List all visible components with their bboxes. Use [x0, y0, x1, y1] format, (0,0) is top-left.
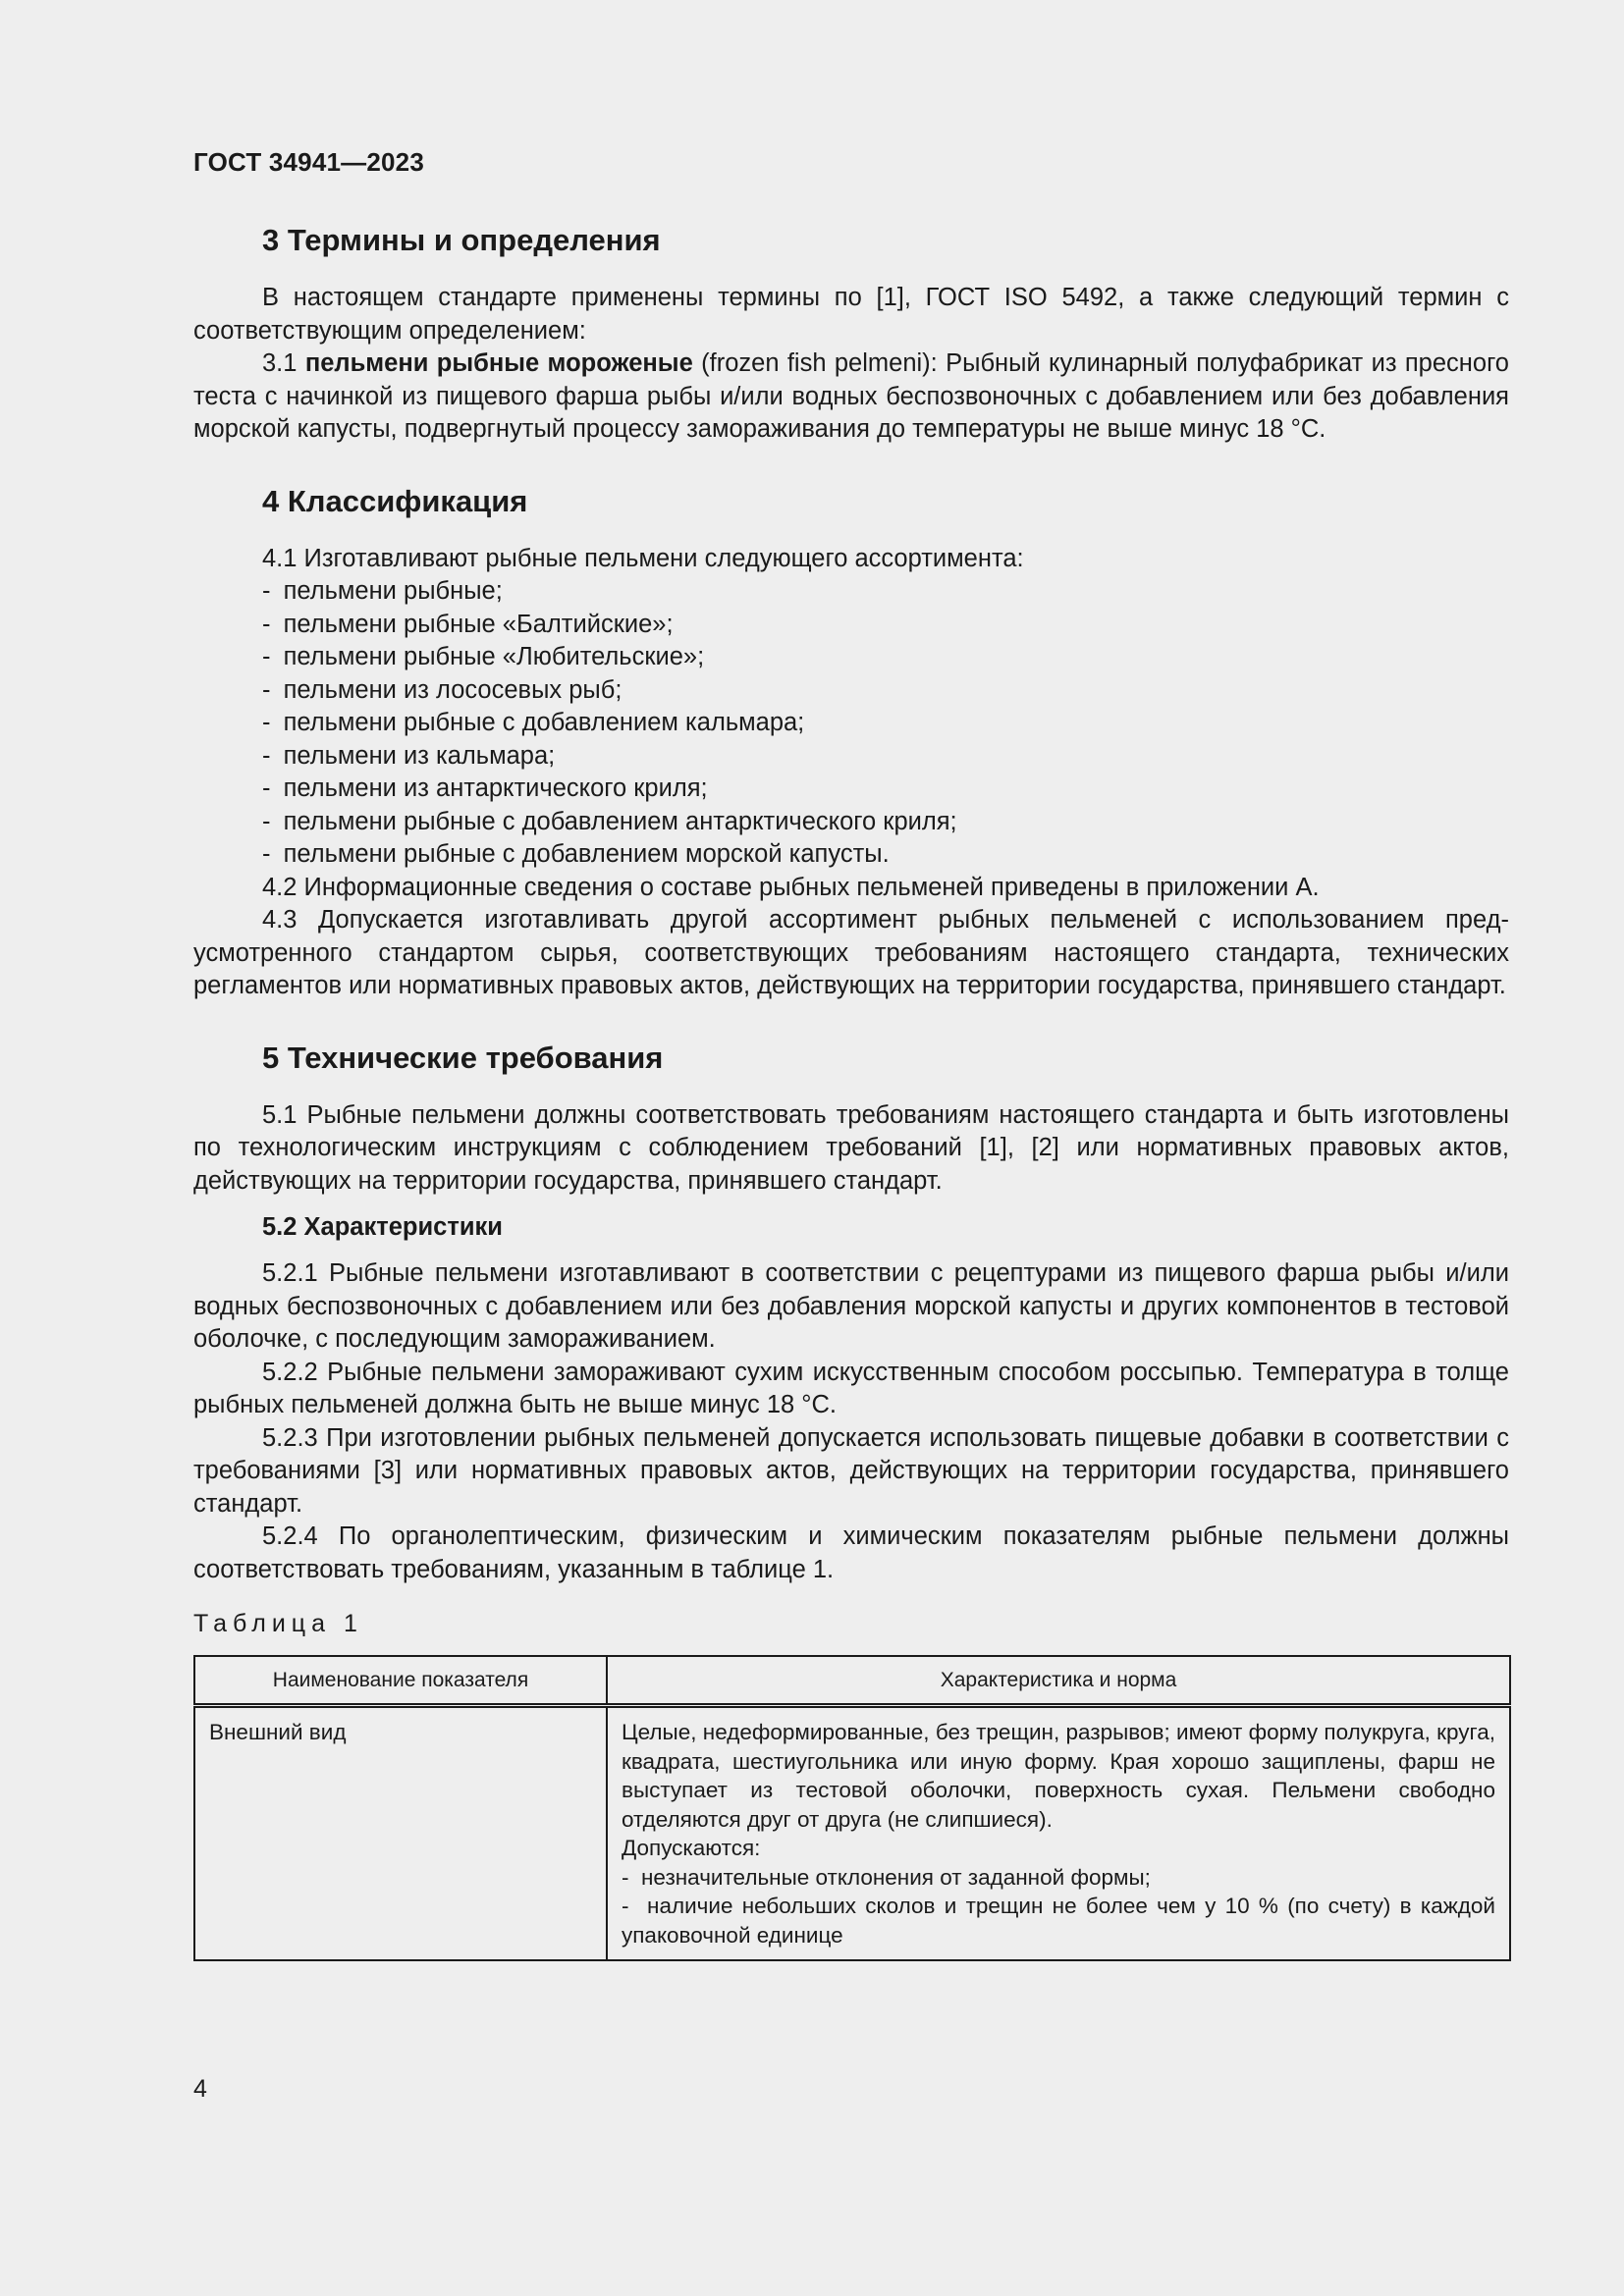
section-technical-requirements	[193, 1039, 1509, 1962]
paragraph-4-1: 4.1 Изготавливают рыбные пельмени следующего ассортимента:	[262, 544, 1024, 572]
cell-list-item: - незначительные отклонения от заданной формы;	[622, 1864, 1151, 1890]
list-item: - пельмени рыбные «Любительские»;	[262, 641, 1509, 674]
list-item: - пельмени рыбные «Балтийские»;	[262, 609, 1509, 642]
page-number: 4	[193, 2075, 207, 2103]
list-item: - пельмени из антарктического криля;	[262, 773, 1509, 806]
term-definition-paragraph	[193, 347, 1509, 447]
assortment-list	[193, 575, 1509, 872]
indicator-value-cell	[607, 1706, 1510, 1961]
table-row	[194, 1706, 1510, 1961]
cell-list-item: - наличие небольших сколов и трещин не более чем у 10 % (по счету) в каждой упаковочной единице	[622, 1894, 1496, 1948]
section-3-title: 3 Термины и определения	[262, 223, 661, 257]
paragraph-4-3: 4.3 Допускается изготавливать другой ассортимент рыбных пельменей с использованием предусмотренного стандартом сырья, соответствующих требованиям настоящего стандарта, технических регламентов или нормативных правовых актов, действующих на территории государства, принявшего стандарт.	[193, 906, 1509, 999]
paragraph-5-1: 5.1 Рыбные пельмени должны соответствовать требованиям настоящего стандарта и быть изготовлены по технологическим инструкциям с соблюдением требований [1], [2] или нормативных правовых актов, действующих на территории государства, принявшего стандарт.	[193, 1100, 1509, 1195]
term-name: пельмени рыбные мороженые	[304, 349, 693, 377]
list-item: - пельмени рыбные с добавлением антарктического криля;	[262, 806, 1509, 839]
term-definition: (frozen fish pelmeni): Рыбный кулинарный полуфабрикат из пресного теста с начинкой из пищевого фарша рыбы и/или водных беспозвоночных с добавлением или без добавления морской капусты, подвергнутый процессу замораживания до температуры не выше минус 18 °С.	[193, 349, 1509, 443]
column-header: Характеристика и норма	[607, 1656, 1510, 1706]
list-item: - пельмени из лососевых рыб;	[262, 674, 1509, 708]
paragraph-5-2-1: 5.2.1 Рыбные пельмени изготавливают в соответствии с рецептурами из пищевого фарша рыбы и/или водных беспозвоночных с добавлением или без добавления морской капусты и других компонентов в тестовой оболочке, с последующим замораживанием.	[193, 1259, 1509, 1353]
section-classification	[193, 482, 1509, 1003]
paragraph-4-2: 4.2 Информационные сведения о составе рыбных пельменей приведены в приложении А.	[262, 873, 1320, 901]
column-header: Наименование показателя	[194, 1656, 607, 1706]
document-body	[193, 221, 1509, 1961]
paragraph-5-2-3: 5.2.3 При изготовлении рыбных пельменей допускается использовать пищевые добавки в соответствии с требованиями [3] или нормативных правовых актов, действующих на территории государства, принявшего стандарт.	[193, 1423, 1509, 1518]
term-number: 3.1	[262, 349, 305, 377]
list-item: - пельмени из кальмара;	[262, 740, 1509, 774]
list-item: - пельмени рыбные;	[262, 575, 1509, 609]
document-code: ГОСТ 34941—2023	[193, 147, 424, 177]
cell-list-text: незначительные отклонения от заданной формы;	[641, 1864, 1151, 1890]
section-3-intro: В настоящем стандарте применены термины по [1], ГОСТ ISO 5492, а также следующий термин с соответствующим определением:	[193, 284, 1509, 345]
paragraph-5-2-2: 5.2.2 Рыбные пельмени замораживают сухим искусственным способом россыпью. Температура в толще рыбных пельменей должна быть не выше минус 18 °С.	[193, 1358, 1509, 1418]
requirements-table	[193, 1655, 1511, 1962]
section-4-title: 4 Классификация	[262, 483, 528, 518]
list-item: - пельмени рыбные с добавлением кальмара;	[262, 707, 1509, 740]
section-5-title: 5 Технические требования	[262, 1040, 664, 1075]
table-header-row	[194, 1656, 1510, 1706]
cell-list-text: наличие небольших сколов и трещин не более чем у 10 % (по счету) в каждой упаковочной единице	[622, 1894, 1496, 1948]
paragraph-5-2-4: 5.2.4 По органолептическим, физическим и химическим показателям рыбные пельмени должны соответствовать требованиям, указанным в таблице 1.	[193, 1522, 1509, 1583]
cell-text: Допускаются:	[622, 1836, 761, 1860]
subsection-5-2-title: 5.2 Характеристики	[262, 1213, 503, 1241]
cell-text: Целые, недеформированные, без трещин, разрывов; имеют форму полукруга, круга, квадрата, шестиугольника или иную форму. Края хорошо защиплены, фарш не выступает из тестовой оболочки, поверхность сухая. Пельмени свободно отделяются друг от друга (не слипшиеся).	[622, 1720, 1495, 1832]
section-terms	[193, 221, 1509, 447]
indicator-name-cell: Внешний вид	[194, 1706, 607, 1961]
list-item: - пельмени рыбные с добавлением морской капусты.	[262, 838, 1509, 872]
table-caption: Таблица 1	[193, 1610, 363, 1637]
